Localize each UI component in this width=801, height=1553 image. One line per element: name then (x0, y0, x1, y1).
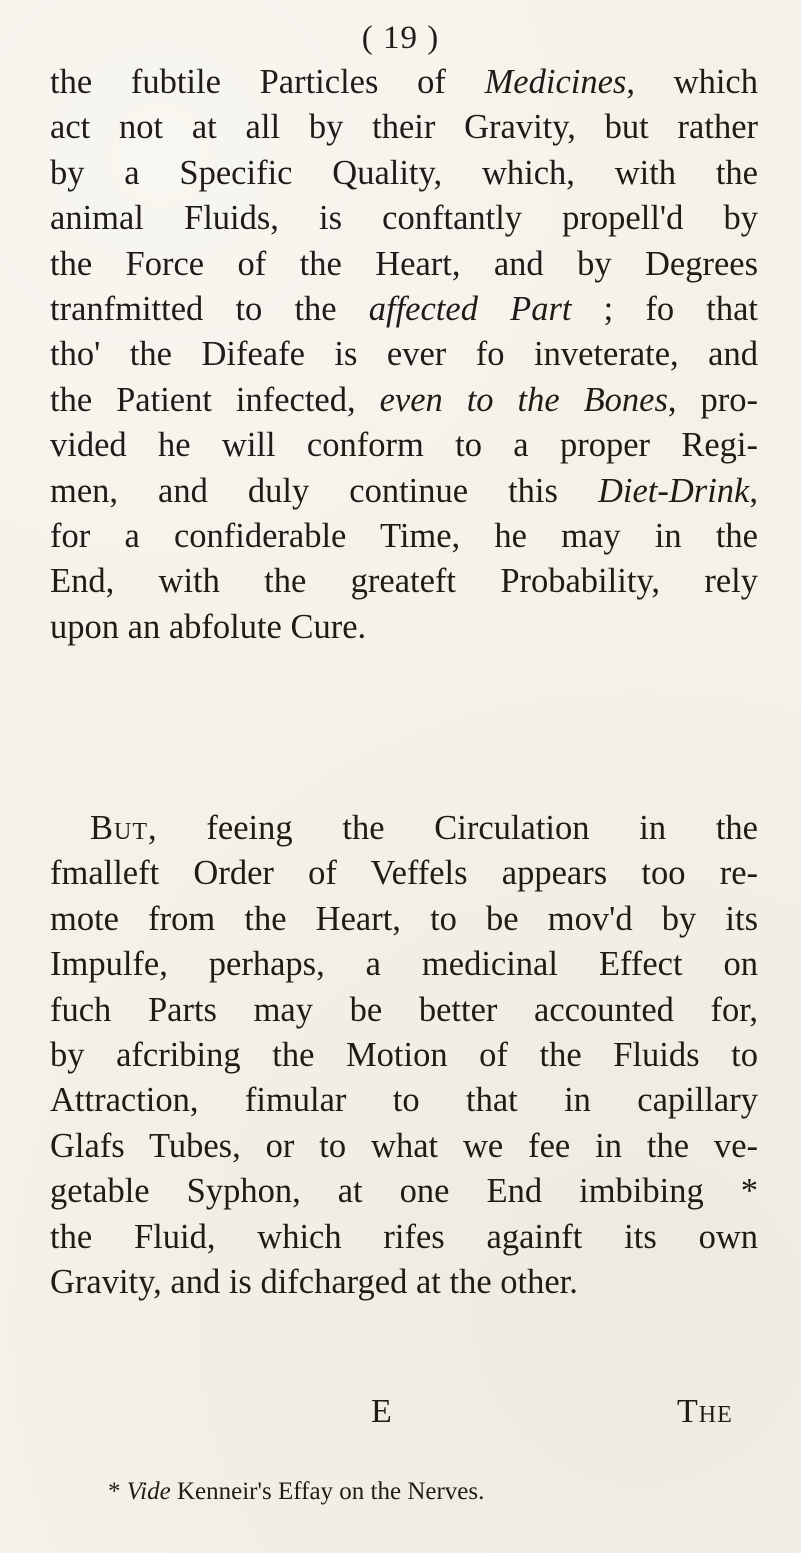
text-line: animal Fluids, is conftantly propell'd by (50, 199, 758, 238)
text-line: by a Specific Quality, which, with the (50, 153, 758, 192)
text-line: fuch Parts may be better accounted for, (50, 990, 758, 1029)
paragraph-2 (50, 806, 758, 1305)
text-line: vided he will conform to a proper Regi- (50, 426, 758, 465)
page-footer (0, 1393, 801, 1433)
text-line: the Force of the Heart, and by Degrees (50, 244, 758, 283)
signature-mark: E (371, 1393, 392, 1430)
text-line: the Patient infected, even to the Bones, pro- (50, 380, 758, 419)
text-line: mote from the Heart, to be mov'd by its (50, 899, 758, 938)
text-line: Gravity, and is difcharged at the other. (50, 1263, 578, 1302)
text-line: fmalleft Order of Veffels appears too re- (50, 854, 758, 893)
text-line: End, with the greateft Probability, rely (50, 562, 758, 601)
footnote (108, 1478, 484, 1506)
text-line: getable Syphon, at one End imbibing * (50, 1172, 758, 1211)
text-line: upon an abfolute Cure. (50, 607, 367, 646)
catchword: The (677, 1393, 733, 1430)
lead-word: But (90, 809, 149, 847)
footnote-text: Kenneir's Effay on the Nerves. (176, 1478, 485, 1505)
page-number: ( 19 ) (361, 20, 440, 56)
text-line: tranfmitted to the affected Part ; fo that (50, 290, 759, 329)
text-line: Impulfe, perhaps, a medicinal Effect on (50, 945, 758, 984)
text-line: the fubtile Particles of Medicines, which (50, 63, 758, 101)
text-line: men, and duly continue this Diet-Drink, (50, 471, 758, 510)
text-line: Glafs Tubes, or to what we fee in the ve- (50, 1126, 758, 1165)
text-line: for a confiderable Time, he may in the (50, 517, 758, 556)
text-line: tho' the Difeafe is ever fo inveterate, and (50, 335, 758, 374)
footnote-marker: * (108, 1478, 121, 1505)
text-line: by afcribing the Motion of the Fluids to (50, 1036, 758, 1075)
text-line: act not at all by their Gravity, but rather (50, 108, 758, 147)
text-line: But, feeing the Circulation in the (90, 809, 758, 847)
paragraph-1 (50, 60, 758, 650)
text-line: the Fluid, which rifes againft its own (50, 1217, 758, 1256)
footnote-vide: Vide (126, 1478, 171, 1505)
text-line: Attraction, fimular to that in capillary (50, 1081, 758, 1120)
